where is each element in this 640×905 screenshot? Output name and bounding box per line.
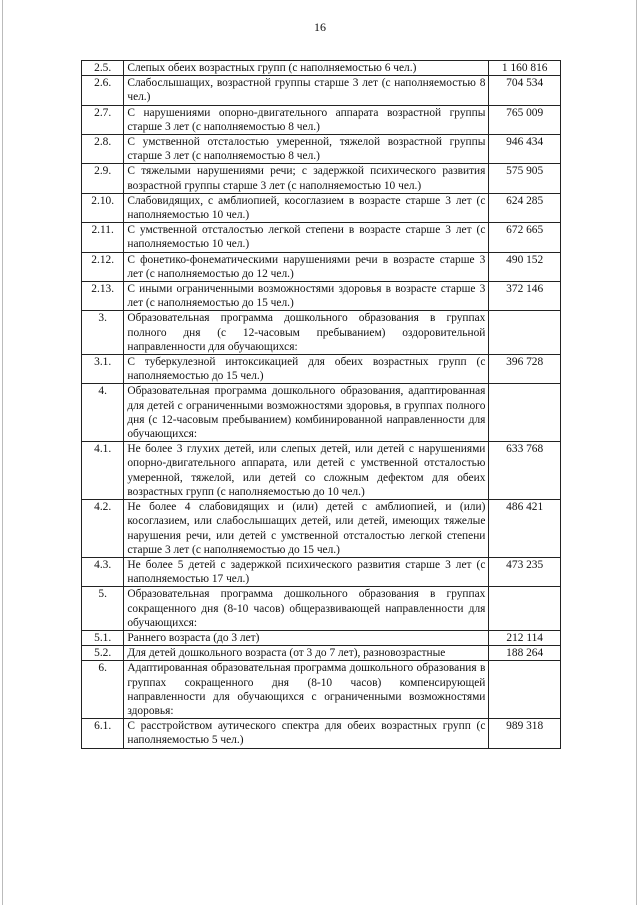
row-value bbox=[489, 587, 561, 631]
row-number: 5. bbox=[82, 587, 124, 631]
row-value: 704 534 bbox=[489, 76, 561, 105]
right-scan-edge bbox=[636, 0, 637, 905]
table-row bbox=[82, 587, 561, 631]
table-row bbox=[82, 105, 561, 134]
row-value: 946 434 bbox=[489, 135, 561, 164]
row-number: 4. bbox=[82, 384, 124, 442]
row-value: 989 318 bbox=[489, 719, 561, 748]
table-row bbox=[82, 442, 561, 500]
row-value: 633 768 bbox=[489, 442, 561, 500]
row-description: С нарушениями опорно-двигательного аппарата возрастной группы старше 3 лет (с наполняемостью 8 чел.) bbox=[124, 105, 489, 134]
table-row bbox=[82, 252, 561, 281]
row-value bbox=[489, 661, 561, 719]
row-description: С умственной отсталостью умеренной, тяжелой возрастной группы старше 3 лет (с наполняемостью 8 чел.) bbox=[124, 135, 489, 164]
row-value bbox=[489, 311, 561, 355]
table-row bbox=[82, 282, 561, 311]
table-row bbox=[82, 355, 561, 384]
row-description: С расстройством аутического спектра для обеих возрастных групп (с наполняемостью 5 чел.) bbox=[124, 719, 489, 748]
table-row bbox=[82, 223, 561, 252]
tariff-table bbox=[81, 60, 561, 749]
row-value: 473 235 bbox=[489, 557, 561, 586]
table-row bbox=[82, 76, 561, 105]
row-number: 4.1. bbox=[82, 442, 124, 500]
table-row bbox=[82, 646, 561, 661]
table-row bbox=[82, 135, 561, 164]
row-description: С тяжелыми нарушениями речи; с задержкой психического развития возрастной группы старше 3 лет (с наполняемостью 10 чел.) bbox=[124, 164, 489, 193]
row-number: 2.5. bbox=[82, 61, 124, 76]
row-value: 1 160 816 bbox=[489, 61, 561, 76]
left-scan-edge bbox=[2, 0, 3, 905]
row-description: С туберкулезной интоксикацией для обеих возрастных групп (с наполняемостью до 15 чел.) bbox=[124, 355, 489, 384]
row-number: 2.7. bbox=[82, 105, 124, 134]
row-description: Образовательная программа дошкольного образования в группах полного дня (с 12-часовым пребыванием) оздоровительной направленности для обучающихся: bbox=[124, 311, 489, 355]
page-number: 16 bbox=[314, 20, 326, 34]
row-description: Слабослышащих, возрастной группы старше 3 лет (с наполняемостью 8 чел.) bbox=[124, 76, 489, 105]
row-number: 6.1. bbox=[82, 719, 124, 748]
row-value: 624 285 bbox=[489, 193, 561, 222]
row-number: 2.6. bbox=[82, 76, 124, 105]
row-number: 4.2. bbox=[82, 500, 124, 558]
row-number: 2.11. bbox=[82, 223, 124, 252]
row-number: 5.1. bbox=[82, 630, 124, 645]
row-description: Слабовидящих, с амблиопией, косоглазием в возрасте старше 3 лет (с наполняемостью 10 чел.) bbox=[124, 193, 489, 222]
row-description: Не более 3 глухих детей, или слепых детей, или детей с нарушениями опорно-двигательного аппарата, или детей с умственной отсталостью умеренной, тяжелой, или детей со сложным дефектом для обеих возрастных групп (с наполняемостью до 10 чел.) bbox=[124, 442, 489, 500]
row-number: 2.9. bbox=[82, 164, 124, 193]
row-number: 3.1. bbox=[82, 355, 124, 384]
table-row bbox=[82, 500, 561, 558]
row-value bbox=[489, 384, 561, 442]
row-value: 490 152 bbox=[489, 252, 561, 281]
row-description: Адаптированная образовательная программа дошкольного образования в группах сокращенного дня (8-10 часов) компенсирующей направленности для обучающихся с ограниченными возможностями здоровья: bbox=[124, 661, 489, 719]
row-description: Для детей дошкольного возраста (от 3 до 7 лет), разновозрастные bbox=[124, 646, 489, 661]
row-number: 6. bbox=[82, 661, 124, 719]
row-value: 672 665 bbox=[489, 223, 561, 252]
row-value: 372 146 bbox=[489, 282, 561, 311]
table-row bbox=[82, 193, 561, 222]
table-row bbox=[82, 61, 561, 76]
row-number: 2.8. bbox=[82, 135, 124, 164]
table-row bbox=[82, 661, 561, 719]
row-description: С иными ограниченными возможностями здоровья в возрасте старше 3 лет (с наполняемостью до 15 чел.) bbox=[124, 282, 489, 311]
row-number: 3. bbox=[82, 311, 124, 355]
row-value: 396 728 bbox=[489, 355, 561, 384]
table-row bbox=[82, 557, 561, 586]
row-value: 486 421 bbox=[489, 500, 561, 558]
row-number: 2.12. bbox=[82, 252, 124, 281]
row-value: 212 114 bbox=[489, 630, 561, 645]
row-number: 5.2. bbox=[82, 646, 124, 661]
table-row bbox=[82, 384, 561, 442]
row-number: 2.13. bbox=[82, 282, 124, 311]
row-description: С умственной отсталостью легкой степени в возрасте старше 3 лет (с наполняемостью 10 чел.) bbox=[124, 223, 489, 252]
row-description: Не более 5 детей с задержкой психического развития старше 3 лет (с наполняемостью 17 чел.) bbox=[124, 557, 489, 586]
row-description: Образовательная программа дошкольного образования в группах сокращенного дня (8-10 часов) общеразвивающей направленности для обучающихся: bbox=[124, 587, 489, 631]
table-row bbox=[82, 311, 561, 355]
table-row bbox=[82, 630, 561, 645]
row-description: Раннего возраста (до 3 лет) bbox=[124, 630, 489, 645]
row-description: Не более 4 слабовидящих и (или) детей с амблиопией, и (или) косоглазием, или слабослышащих детей, или детей, имеющих тяжелые нарушения речи, или детей с умственной отсталостью легкой степени старше 3 лет (с наполняемостью до 15 чел.) bbox=[124, 500, 489, 558]
row-value: 188 264 bbox=[489, 646, 561, 661]
row-description: Образовательная программа дошкольного образования, адаптированная для детей с ограниченными возможностями здоровья, в группах полного дня (с 12-часовым пребыванием) комбинированной направленности для обучающихся: bbox=[124, 384, 489, 442]
table-row bbox=[82, 164, 561, 193]
row-value: 575 905 bbox=[489, 164, 561, 193]
row-value: 765 009 bbox=[489, 105, 561, 134]
row-number: 2.10. bbox=[82, 193, 124, 222]
row-number: 4.3. bbox=[82, 557, 124, 586]
row-description: С фонетико-фонематическими нарушениями речи в возрасте старше 3 лет (с наполняемостью до 12 чел.) bbox=[124, 252, 489, 281]
table-row bbox=[82, 719, 561, 748]
row-description: Слепых обеих возрастных групп (с наполняемостью 6 чел.) bbox=[124, 61, 489, 76]
